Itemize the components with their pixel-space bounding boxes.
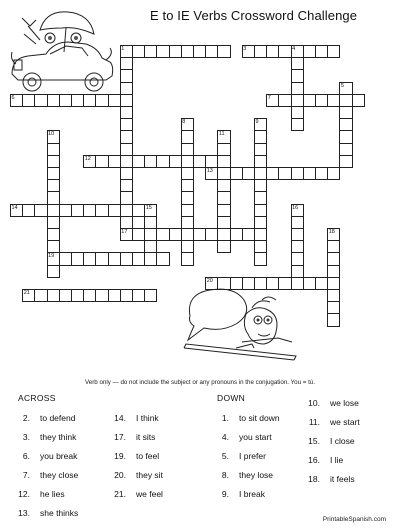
- crossword-cell[interactable]: [291, 69, 304, 82]
- crossword-cell[interactable]: [144, 204, 157, 217]
- clue-number: 10.: [308, 398, 320, 408]
- crossword-cell[interactable]: [217, 216, 230, 229]
- clue-item: [304, 474, 355, 484]
- clue-number: 14.: [114, 413, 126, 423]
- clue-text: we start: [330, 417, 360, 427]
- clue-item: [110, 470, 163, 480]
- crossword-cell[interactable]: [181, 216, 194, 229]
- crossword-cell[interactable]: [47, 204, 60, 217]
- crossword-cell[interactable]: [22, 289, 35, 302]
- crossword-cell[interactable]: [22, 94, 35, 107]
- crossword-cell[interactable]: [144, 216, 157, 229]
- crossword-cell[interactable]: [266, 94, 279, 107]
- clue-item: [213, 432, 272, 442]
- clue-text: they sit: [136, 470, 163, 480]
- crossword-cell[interactable]: [205, 155, 218, 168]
- clue-number-18: 18: [328, 229, 335, 235]
- crossword-cell[interactable]: [34, 204, 47, 217]
- crossword-cell[interactable]: [181, 240, 194, 253]
- clue-text: I break: [239, 489, 265, 499]
- crossword-cell[interactable]: [120, 130, 133, 143]
- crossword-cell[interactable]: [34, 289, 47, 302]
- clue-number: 6.: [22, 451, 30, 461]
- clue-text: to feel: [136, 451, 160, 461]
- crossword-cell[interactable]: [181, 191, 194, 204]
- crossword-cell[interactable]: [339, 82, 352, 95]
- crossword-cell[interactable]: [59, 94, 72, 107]
- crossword-cell[interactable]: [181, 130, 194, 143]
- crossword-cell[interactable]: [181, 204, 194, 217]
- crossword-cell[interactable]: [327, 277, 340, 290]
- clue-item: [14, 432, 76, 442]
- clue-item: [14, 451, 77, 461]
- crossword-cell[interactable]: [327, 301, 340, 314]
- crossword-cell[interactable]: [108, 252, 121, 265]
- clue-number-7: 7: [267, 94, 271, 101]
- crossword-cell[interactable]: [156, 45, 169, 58]
- clue-number: 19.: [114, 451, 126, 461]
- crossword-cell[interactable]: [291, 216, 304, 229]
- crossword-cell[interactable]: [120, 69, 133, 82]
- crossword-cell[interactable]: [34, 94, 47, 107]
- crossword-cell[interactable]: [144, 45, 157, 58]
- crossword-cell[interactable]: [254, 155, 267, 168]
- crossword-cell[interactable]: [120, 155, 133, 168]
- crossword-cell[interactable]: [217, 155, 230, 168]
- footer-credit: PrintableSpanish.com: [322, 516, 386, 523]
- crossword-cell[interactable]: [181, 118, 194, 131]
- crossword-cell[interactable]: [47, 94, 60, 107]
- crossword-cell[interactable]: [242, 45, 255, 58]
- crossword-cell[interactable]: [327, 45, 340, 58]
- crossword-cell[interactable]: [144, 289, 157, 302]
- crossword-cell[interactable]: [95, 252, 108, 265]
- crossword-cell[interactable]: [242, 167, 255, 180]
- crossword-cell[interactable]: [144, 155, 157, 168]
- crossword-cell[interactable]: [254, 191, 267, 204]
- crossword-cell[interactable]: [254, 143, 267, 156]
- clue-text: he lies: [40, 489, 65, 499]
- clue-number: 2.: [22, 413, 30, 423]
- crossword-cell[interactable]: [291, 118, 304, 131]
- crossword-cell[interactable]: [120, 289, 133, 302]
- crossword-cell[interactable]: [120, 204, 133, 217]
- crossword-cell[interactable]: [120, 118, 133, 131]
- crossword-cell[interactable]: [278, 167, 291, 180]
- crossword-cell[interactable]: [83, 204, 96, 217]
- crossword-cell[interactable]: [120, 94, 133, 107]
- clue-number: 11.: [308, 417, 320, 427]
- crossword-cell[interactable]: [254, 118, 267, 131]
- clue-text: we feel: [136, 489, 163, 499]
- clue-item: [110, 451, 159, 461]
- clue-number: 16.: [308, 455, 320, 465]
- crossword-cell[interactable]: [291, 265, 304, 278]
- clue-item: [14, 489, 65, 499]
- clue-item: [213, 451, 266, 461]
- crossword-cell[interactable]: [156, 228, 169, 241]
- clue-number: 8.: [221, 470, 229, 480]
- crossword-cell[interactable]: [108, 94, 121, 107]
- crossword-cell[interactable]: [217, 130, 230, 143]
- clue-number: 21.: [114, 489, 126, 499]
- crossword-cell[interactable]: [242, 228, 255, 241]
- page-title: E to IE Verbs Crossword Challenge: [150, 8, 358, 23]
- crossword-cell[interactable]: [291, 204, 304, 217]
- clue-item: [304, 417, 360, 427]
- crossword-cell[interactable]: [47, 216, 60, 229]
- crossword-cell[interactable]: [291, 82, 304, 95]
- crossword-cell[interactable]: [47, 265, 60, 278]
- clue-text: you break: [40, 451, 78, 461]
- clue-number: 5.: [221, 451, 229, 461]
- crossword-cell[interactable]: [95, 204, 108, 217]
- clue-number-13: 13: [206, 168, 213, 174]
- crossword-cell[interactable]: [120, 228, 133, 241]
- crossword-cell[interactable]: [327, 240, 340, 253]
- clue-number: 12.: [18, 489, 30, 499]
- crossword-cell[interactable]: [254, 130, 267, 143]
- clue-item: [14, 413, 75, 423]
- crossword-cell[interactable]: [169, 228, 182, 241]
- crossword-cell[interactable]: [120, 191, 133, 204]
- crossword-cell[interactable]: [217, 240, 230, 253]
- crossword-cell[interactable]: [108, 289, 121, 302]
- clue-number-16: 16: [292, 204, 299, 211]
- crossword-cell[interactable]: [181, 143, 194, 156]
- crossword-cell[interactable]: [278, 94, 291, 107]
- crossword-cell[interactable]: [59, 252, 72, 265]
- clue-number-12: 12: [84, 155, 91, 162]
- crossword-cell[interactable]: [47, 143, 60, 156]
- crossword-cell[interactable]: [291, 240, 304, 253]
- clue-item: [110, 489, 163, 499]
- clue-text: they think: [40, 432, 77, 442]
- clue-text: they close: [40, 470, 79, 480]
- crossword-cell[interactable]: [205, 167, 218, 180]
- crossword-cell[interactable]: [266, 45, 279, 58]
- clue-number-1: 1: [121, 46, 125, 52]
- crossword-cell[interactable]: [144, 252, 157, 265]
- crossword-cell[interactable]: [217, 204, 230, 217]
- crossword-cell[interactable]: [47, 155, 60, 168]
- clue-number-15: 15: [145, 204, 152, 211]
- crossword-cell[interactable]: [327, 265, 340, 278]
- crossword-cell[interactable]: [47, 289, 60, 302]
- crossword-cell[interactable]: [266, 167, 279, 180]
- thinking-student-illustration: [182, 286, 302, 364]
- crossword-cell[interactable]: [95, 155, 108, 168]
- crossword-cell[interactable]: [108, 204, 121, 217]
- crossword-cell[interactable]: [327, 94, 340, 107]
- crossword-cell[interactable]: [303, 94, 316, 107]
- clue-text: they lose: [239, 470, 274, 480]
- crossword-cell[interactable]: [205, 45, 218, 58]
- crossword-cell[interactable]: [181, 155, 194, 168]
- crossword-cell[interactable]: [303, 167, 316, 180]
- crossword-cell[interactable]: [217, 191, 230, 204]
- crossword-cell[interactable]: [278, 45, 291, 58]
- clue-number-21: 21: [23, 290, 30, 296]
- crossword-cell[interactable]: [181, 252, 194, 265]
- crossword-cell[interactable]: [120, 143, 133, 156]
- clue-number-14: 14: [11, 204, 18, 211]
- crossword-cell[interactable]: [181, 45, 194, 58]
- clue-text: we lose: [330, 398, 359, 408]
- crossword-cell[interactable]: [217, 143, 230, 156]
- crossword-cell[interactable]: [339, 155, 352, 168]
- clue-number-20: 20: [206, 277, 213, 284]
- clue-number-10: 10: [48, 131, 55, 138]
- crossword-cell[interactable]: [120, 216, 133, 229]
- clue-item: [110, 413, 159, 423]
- crossword-cell[interactable]: [22, 204, 35, 217]
- crossword-cell[interactable]: [181, 179, 194, 192]
- clue-item: [14, 470, 78, 480]
- crossword-cell[interactable]: [339, 130, 352, 143]
- crossword-cell[interactable]: [83, 155, 96, 168]
- crossword-cell[interactable]: [291, 94, 304, 107]
- crossword-cell[interactable]: [327, 313, 340, 326]
- crossword-cell[interactable]: [217, 179, 230, 192]
- clue-text: it feels: [330, 474, 355, 484]
- crossword-cell[interactable]: [47, 191, 60, 204]
- crossword-cell[interactable]: [144, 240, 157, 253]
- crossword-cell[interactable]: [156, 252, 169, 265]
- crossword-cell[interactable]: [291, 167, 304, 180]
- crossword-cell[interactable]: [254, 252, 267, 265]
- clue-number-3: 3: [243, 46, 247, 52]
- crossword-cell[interactable]: [327, 252, 340, 265]
- clue-item: [213, 489, 265, 499]
- crossword-cell[interactable]: [83, 94, 96, 107]
- clue-number: 1.: [221, 413, 229, 423]
- crossword-cell[interactable]: [291, 57, 304, 70]
- crossword-cell[interactable]: [47, 252, 60, 265]
- crossword-cell[interactable]: [156, 155, 169, 168]
- crossword-cell[interactable]: [339, 118, 352, 131]
- clue-text: I think: [136, 413, 159, 423]
- clue-number-8: 8: [182, 119, 186, 126]
- crossword-cell[interactable]: [205, 228, 218, 241]
- crossword-cell[interactable]: [169, 45, 182, 58]
- crossword-cell[interactable]: [217, 45, 230, 58]
- crossword-cell[interactable]: [120, 82, 133, 95]
- crossword-cell[interactable]: [254, 179, 267, 192]
- across-heading: ACROSS: [18, 393, 56, 403]
- clue-number: 17.: [114, 432, 126, 442]
- clue-number-11: 11: [218, 131, 225, 138]
- clue-text: it sits: [136, 432, 156, 442]
- clue-number-5: 5: [340, 82, 344, 89]
- clue-text: I lie: [330, 455, 344, 465]
- crossword-cell[interactable]: [120, 179, 133, 192]
- crossword-cell[interactable]: [339, 94, 352, 107]
- clue-number: 20.: [114, 470, 126, 480]
- instructions-text: Verb only — do not include the subject or any pronouns in the conjugation. You = tú.: [85, 379, 315, 386]
- crossword-cell[interactable]: [303, 277, 316, 290]
- crossword-cell[interactable]: [230, 167, 243, 180]
- clue-number: 13.: [18, 508, 30, 518]
- clue-number: 9.: [221, 489, 229, 499]
- clue-number: 3.: [22, 432, 30, 442]
- crossword-cell[interactable]: [95, 289, 108, 302]
- clue-number: 15.: [308, 436, 320, 446]
- crossword-cell[interactable]: [169, 155, 182, 168]
- crossword-cell[interactable]: [47, 240, 60, 253]
- clue-item: [304, 398, 359, 408]
- clue-text: to sit down: [239, 413, 280, 423]
- crossword-cell[interactable]: [230, 228, 243, 241]
- clue-item: [213, 413, 280, 423]
- clue-number-4: 4: [292, 46, 296, 52]
- crossword-cell[interactable]: [120, 57, 133, 70]
- crossword-cell[interactable]: [59, 204, 72, 217]
- clue-item: [110, 432, 155, 442]
- clue-item: [304, 436, 355, 446]
- crossword-cell[interactable]: [83, 289, 96, 302]
- crossword-cell[interactable]: [339, 143, 352, 156]
- crossword-cell[interactable]: [83, 252, 96, 265]
- clue-number-19: 19: [48, 253, 55, 260]
- crossword-cell[interactable]: [303, 45, 316, 58]
- crossword-cell[interactable]: [327, 167, 340, 180]
- clue-text: I close: [330, 436, 355, 446]
- down-heading: DOWN: [217, 393, 246, 403]
- crossword-cell[interactable]: [59, 289, 72, 302]
- crossword-cell[interactable]: [291, 252, 304, 265]
- clue-text: I prefer: [239, 451, 266, 461]
- clue-text: she thinks: [40, 508, 79, 518]
- crossword-cell[interactable]: [47, 130, 60, 143]
- clue-number-9: 9: [255, 119, 259, 126]
- crossword-cell[interactable]: [254, 216, 267, 229]
- clue-number: 18.: [308, 474, 320, 484]
- crossword-cell[interactable]: [254, 204, 267, 217]
- crossword-cell[interactable]: [108, 155, 121, 168]
- clue-number: 4.: [221, 432, 229, 442]
- crossword-cell[interactable]: [47, 179, 60, 192]
- clue-text: to defend: [40, 413, 76, 423]
- clue-number: 7.: [22, 470, 30, 480]
- clue-item: [213, 470, 273, 480]
- crossword-cell[interactable]: [352, 94, 365, 107]
- clue-number-17: 17: [121, 229, 128, 235]
- clue-item: [14, 508, 78, 518]
- clue-text: you start: [239, 432, 272, 442]
- clue-item: [304, 455, 343, 465]
- crossword-cell[interactable]: [254, 240, 267, 253]
- crossword-cell[interactable]: [120, 252, 133, 265]
- clue-number-6: 6: [11, 94, 15, 101]
- crossword-cell[interactable]: [95, 94, 108, 107]
